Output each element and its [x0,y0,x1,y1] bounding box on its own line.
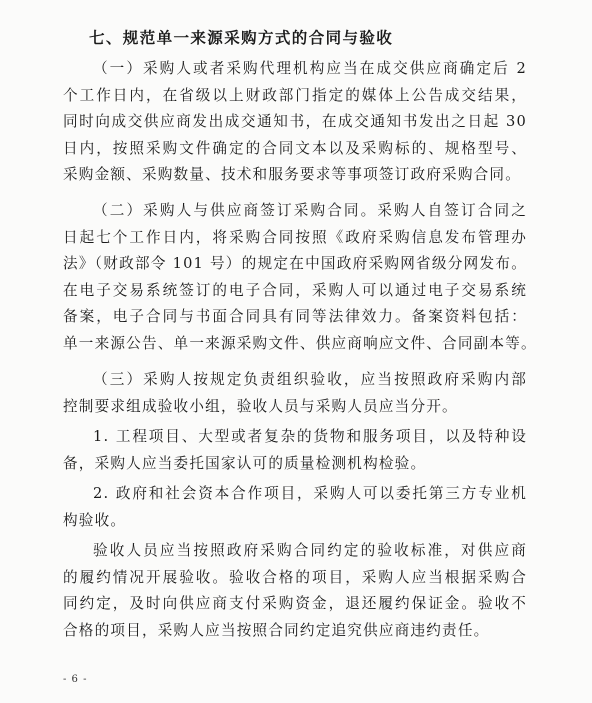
text-line: 验收人员应当按照政府采购合同约定的验收标准，对供应商 [93,542,527,559]
text-line: 控制要求组成验收小组，验收人员与采购人员应当分开。 [63,397,458,415]
paragraph-6 [63,538,527,644]
text-line: 备案，电子合同与书面合同具有同等法律效力。备案资料包括： [63,308,527,325]
text-line: 个工作日内，在省级以上财政部门指定的媒体上公告成交结果， [63,86,527,104]
text-line: 构验收。 [63,511,127,529]
paragraph-4 [63,424,527,477]
text-line: 1. 工程项目、大型或者复杂的货物和服务项目，以及特种设 [93,428,527,445]
page-number: - 6 - [63,674,88,685]
text-line: 日内，按照采购文件确定的合同文本以及采购标的、规格型号、 [63,139,527,157]
text-line: 同约定，及时向供应商支付采购资金，退还履约保证金。验收不 [63,595,527,612]
text-line: 单一来源公告、单一来源采购文件、供应商响应文件、合同副本等。 [63,334,537,352]
section-heading: 七、规范单一来源采购方式的合同与验收 [89,29,394,47]
text-line: 在电子交易系统签订的电子合同，采购人可以通过电子交易系统 [63,281,527,299]
text-line: （一）采购人或者采购代理机构应当在成交供应商确定后 2 [93,60,527,77]
text-line: 法》（财政部令 101 号）的规定在中国政府采购网省级分网发布。 [63,255,527,272]
text-line: 的履约情况开展验收。验收合格的项目，采购人应当根据采购合 [63,568,527,586]
paragraph-1 [63,56,527,189]
paragraph-5 [63,481,527,534]
text-line: 同时向成交供应商发出成交通知书，在成交通知书发出之日起 30 [63,113,527,130]
text-line: 合格的项目，采购人应当按照合同约定追究供应商违约责任。 [63,621,490,639]
text-line: 日起七个工作日内，将采购合同按照《政府采购信息发布管理办 [63,228,527,246]
text-line: 2. 政府和社会资本合作项目，采购人可以委托第三方专业机 [93,485,527,502]
text-line: 采购金额、采购数量、技术和服务要求等事项签订政府采购合同。 [63,166,522,183]
text-line: （三）采购人按规定负责组织验收，应当按照政府采购内部 [93,371,527,388]
paragraph-2 [63,198,537,357]
text-line: 备，采购人应当委托国家认可的质量检测机构检验。 [63,454,427,472]
text-line: （二）采购人与供应商签订采购合同。采购人自签订合同之 [93,202,527,219]
paragraph-3 [63,367,527,420]
